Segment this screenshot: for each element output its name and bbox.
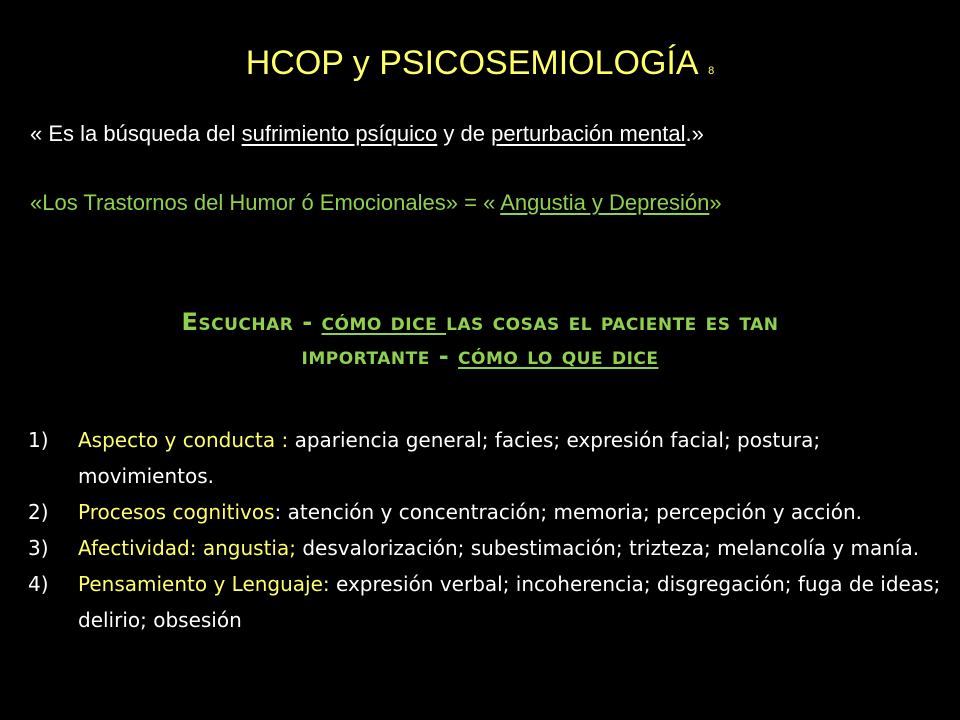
item-body: [78, 494, 948, 530]
item-number: 1): [28, 428, 49, 452]
listening-heading: [0, 305, 960, 373]
heading-line1-b: las cosas el paciente es tan: [446, 308, 779, 336]
quote2-underline1: Angustia y Depresión: [500, 190, 710, 215]
quote1-part2: y de: [437, 121, 492, 146]
item-number: 3): [28, 536, 49, 560]
item-label: Afectividad:: [78, 536, 197, 560]
item-label: Procesos cognitivos: [78, 500, 275, 524]
quote1-part3: .»: [685, 121, 704, 146]
quote1-underline2: perturbación mental: [491, 121, 686, 146]
exam-items-list: [28, 422, 948, 638]
heading-line2-a: importante -: [301, 342, 459, 370]
list-item: [28, 566, 948, 638]
slide-number: 8: [708, 65, 715, 77]
item-number: 4): [28, 572, 49, 596]
quote1-part1: « Es la búsqueda del: [30, 121, 242, 146]
quote1-underline1: sufrimiento psíquico: [241, 121, 438, 146]
title-text: HCOP y PSICOSEMIOLOGÍA: [245, 44, 697, 82]
quote2-part2: »: [709, 190, 722, 215]
slide-title: [0, 44, 960, 83]
definition-quote: [30, 121, 950, 147]
quote2-part1: «Los Trastornos del Humor ó Emocionales» = «: [30, 190, 501, 215]
heading-line2-underline: cómo lo que dice: [458, 342, 659, 370]
item-text: atención y concentración; memoria; percepción y acción.: [287, 500, 862, 524]
item-body: [78, 566, 948, 638]
list-item: [28, 530, 948, 566]
item-text: expresión verbal; incoherencia; disgregación; fuga de ideas; delirio; obsesión: [78, 572, 941, 632]
heading-line2: [0, 339, 960, 373]
item-label-extra: angustia;: [196, 536, 296, 560]
heading-line1-a: Escuchar -: [181, 308, 322, 336]
item-separator: :: [274, 500, 288, 524]
list-item: [28, 422, 948, 494]
item-text: apariencia general; facies; expresión facial; postura; movimientos.: [78, 428, 821, 488]
item-separator: :: [275, 428, 295, 452]
disorders-quote: [30, 190, 950, 216]
heading-line1: [0, 305, 960, 339]
list-item: [28, 494, 948, 530]
heading-line1-underline: cómo dice: [321, 308, 447, 336]
item-text: desvalorización; subestimación; trizteza; melancolía y manía.: [295, 536, 920, 560]
item-label: Aspecto y conducta: [78, 428, 276, 452]
item-body: [78, 530, 948, 566]
item-body: [78, 422, 948, 494]
item-label: Pensamiento y Lenguaje:: [78, 572, 330, 596]
item-number: 2): [28, 500, 49, 524]
